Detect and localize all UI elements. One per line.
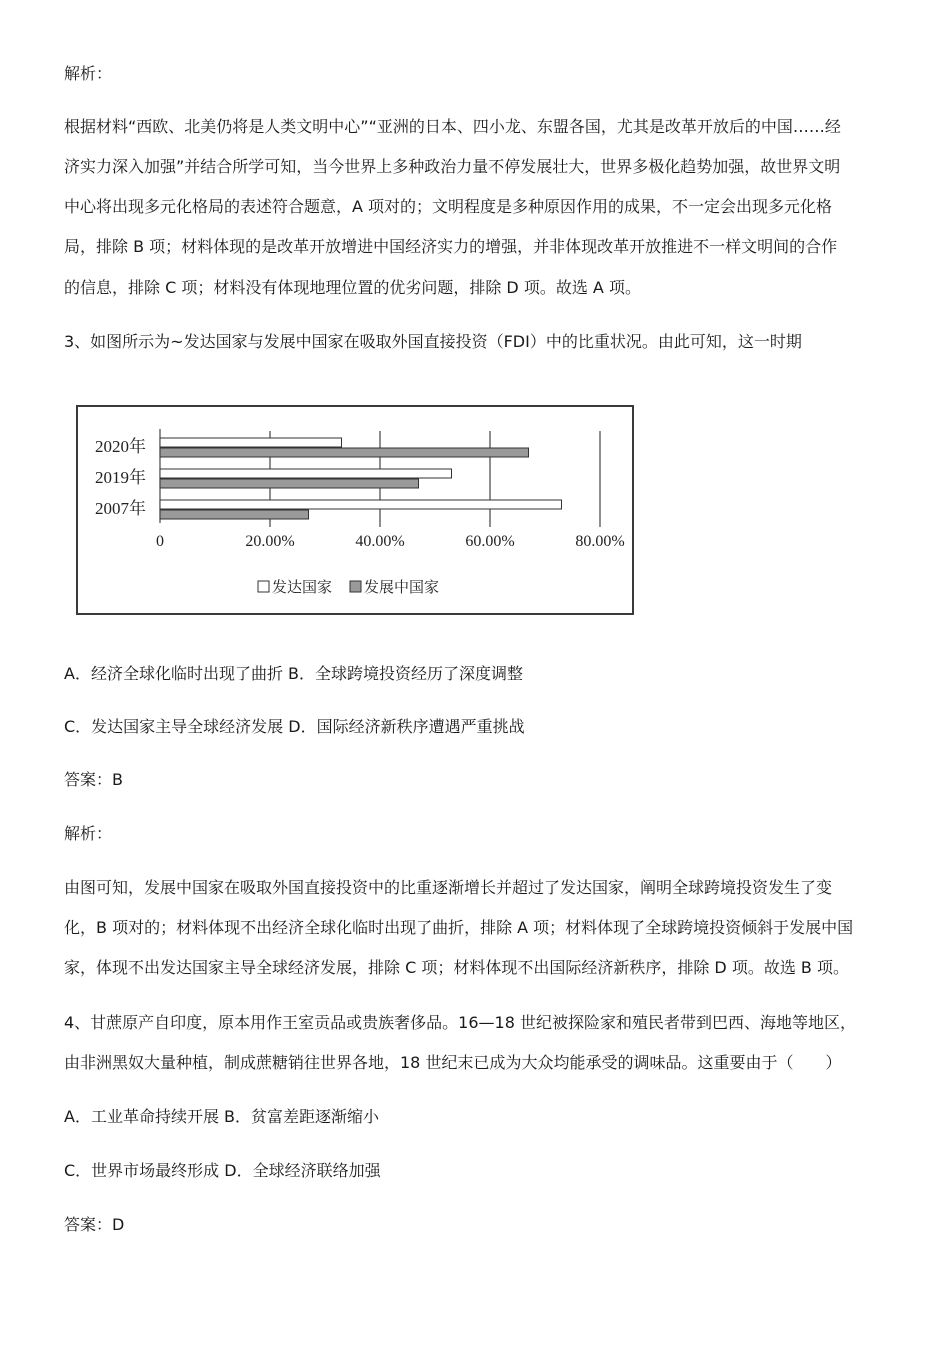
tick-label-2: 40.00% <box>355 533 405 550</box>
bar-developing-1 <box>160 479 419 488</box>
q4-options-ab: A．工业革命持续开展 B．贫富差距逐渐缩小 <box>64 1107 380 1126</box>
q3-stem: 3、如图所示为~发达国家与发展中国家在吸取外国直接投资（FDI）中的比重状况。由此可知，这一时期 <box>64 332 802 351</box>
q3-analysis-line-3: 家，体现不出发达国家主导全球经济发展，排除 C 项；材料体现不出国际经济新秩序，排除 D 项。故选 B 项。 <box>64 958 849 977</box>
tick-label-1: 20.00% <box>245 533 295 550</box>
q2-analysis-line-5: 的信息，排除 C 项；材料没有体现地理位置的优劣问题，排除 D 项。故选 A 项。 <box>64 278 641 297</box>
q3-analysis-label: 解析： <box>64 824 113 843</box>
legend-swatch-1 <box>350 581 361 592</box>
q3-answer: 答案：B <box>64 770 123 789</box>
q2-analysis-line-3: 中心将出现多元化格局的表述符合题意，A 项对的；文明程度是多种原因作用的成果，不一定会出现多元化格 <box>64 197 833 216</box>
tick-label-0: 0 <box>156 533 164 550</box>
legend-label-1: 发展中国家 <box>364 578 440 596</box>
bar-developed-0 <box>160 438 342 447</box>
q4-stem-line-1: 4、甘蔗原产自印度，原本用作王室贡品或贵族奢侈品。16—18 世纪被探险家和殖民者带到巴西、海地等地区， <box>64 1013 856 1032</box>
q3-analysis-line-2: 化，B 项对的；材料体现不出经济全球化临时出现了曲折，排除 A 项；材料体现了全球跨境投资倾斜于发展中国 <box>64 918 854 937</box>
q2-analysis-line-4: 局，排除 B 项；材料体现的是改革开放增进中国经济实力的增强，并非体现改革开放推进不一样文明间的合作 <box>64 237 838 256</box>
fdi-chart <box>76 405 634 615</box>
q4-answer: 答案：D <box>64 1215 125 1234</box>
q3-options-cd: C．发达国家主导全球经济发展 D．国际经济新秩序遭遇严重挑战 <box>64 717 525 736</box>
tick-label-4: 80.00% <box>575 533 625 550</box>
tick-label-3: 60.00% <box>465 533 515 550</box>
fdi-chart-svg <box>78 407 632 613</box>
bar-developed-1 <box>160 469 452 478</box>
q3-analysis-line-1: 由图可知，发展中国家在吸取外国直接投资中的比重逐渐增长并超过了发达国家，阐明全球跨境投资发生了变 <box>64 878 833 897</box>
q4-options-cd: C．世界市场最终形成 D．全球经济联络加强 <box>64 1161 381 1180</box>
category-label-0: 2020年 <box>95 437 146 456</box>
legend-swatch-0 <box>258 581 269 592</box>
q2-analysis-label: 解析： <box>64 64 113 83</box>
q2-analysis-line-1: 根据材料“西欧、北美仍将是人类文明中心”“亚洲的日本、四小龙、东盟各国，尤其是改革开放后的中国……经 <box>64 117 841 136</box>
category-label-1: 2019年 <box>95 468 146 487</box>
bar-developing-0 <box>160 448 529 457</box>
category-label-2: 2007年 <box>95 499 146 518</box>
q3-options-ab: A．经济全球化临时出现了曲折 B．全球跨境投资经历了深度调整 <box>64 664 524 683</box>
q2-analysis-line-2: 济实力深入加强”并结合所学可知，当今世界上多种政治力量不停发展壮大，世界多极化趋势加强，故世界文明 <box>64 157 841 176</box>
q4-stem-line-2: 由非洲黑奴大量种植，制成蔗糖销往世界各地，18 世纪末已成为大众均能承受的调味品。这重要由于（ ） <box>64 1053 842 1072</box>
bar-developing-2 <box>160 510 309 519</box>
legend-label-0: 发达国家 <box>272 578 333 596</box>
bar-developed-2 <box>160 500 562 509</box>
